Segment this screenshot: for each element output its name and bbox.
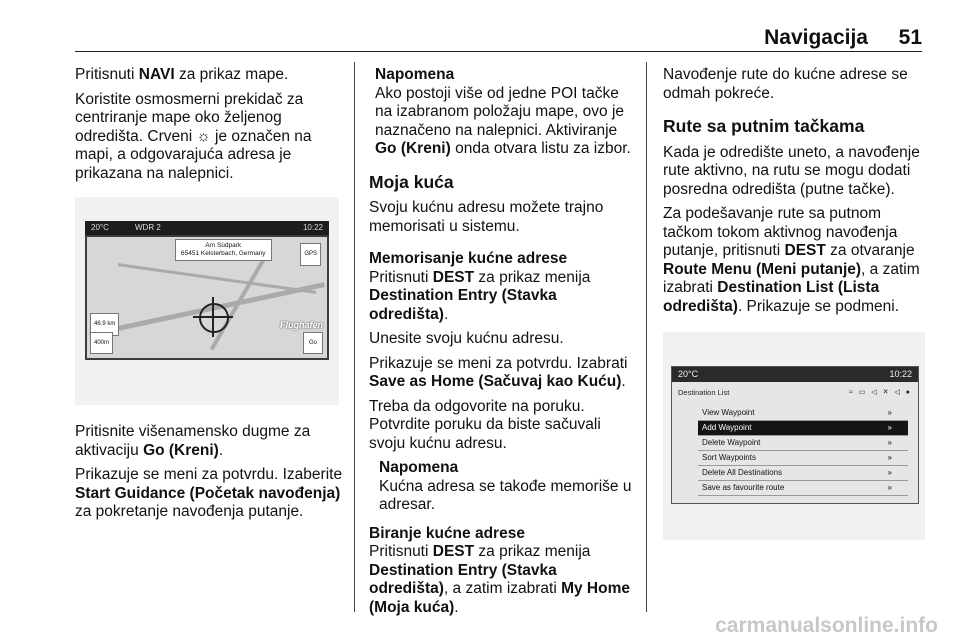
section-heading: Rute sa putnim tačkama <box>663 116 865 136</box>
target-icon: ☼ <box>196 127 211 145</box>
radio-station: WDR 2 <box>135 223 161 232</box>
chevron-right-icon: » <box>887 422 892 432</box>
subsection-heading: Memorisanje kućne adrese <box>369 250 568 267</box>
crosshair-icon <box>199 303 229 333</box>
paragraph: Prikazuje se meni za potvrdu. Izabrati Save as Home (Sačuvaj kao Kuću). <box>369 354 628 390</box>
map-road <box>210 253 268 350</box>
page-title: Navigacija <box>764 26 868 49</box>
paragraph: Pritisnuti DEST za prikaz menija Destination Entry (Stavka odredišta). <box>369 268 591 323</box>
paragraph: Prikazuje se meni za potvrdu. Izaberite Start Guidance (Početak navođenja) za pokretanje navođenja putanje. <box>75 466 343 520</box>
section-heading: Moja kuća <box>369 171 454 192</box>
status-bar <box>672 367 918 382</box>
paragraph: Kada je odredište uneto, a navođenje rute aktivno, na rutu se mogu dodati posredna odredišta (putne tačke). <box>663 143 920 198</box>
column-3 <box>663 66 929 540</box>
speed-readout: 46.9 km <box>90 313 119 336</box>
note: Napomena Kućna adresa se takođe memoriše u adresar. <box>379 459 632 513</box>
watermark: carmanualsonline.info <box>715 614 938 637</box>
status-bar <box>85 221 329 235</box>
menu-item-view-waypoint[interactable]: View Waypoint » <box>698 406 908 421</box>
menu-item-save-favourite-route[interactable]: Save as favourite route » <box>698 481 908 496</box>
chevron-right-icon: » <box>887 407 892 417</box>
clock: 10:22 <box>889 369 912 379</box>
subsection-heading: Biranje kućne adrese <box>369 524 525 542</box>
header-rule <box>75 51 922 52</box>
screen-title: Destination List ≈ ▭ ◁ ✕ ◁ ● <box>672 382 918 405</box>
status-icons: ≈ ▭ ◁ ✕ ◁ ● <box>848 389 912 396</box>
chevron-right-icon: » <box>887 452 892 462</box>
navigation-map-figure <box>75 197 339 405</box>
chevron-right-icon: » <box>887 437 892 447</box>
page-header <box>0 0 960 52</box>
menu-item-delete-waypoint[interactable]: Delete Waypoint » <box>698 436 908 451</box>
column-divider-1 <box>354 62 355 612</box>
paragraph: Koristite osmosmerni prekidač za centriranje mape oko željenog odredišta. Crveni ☼ je označen na mapi, a odgovarajuća adresa je prikazana na nalepnici. <box>75 90 312 182</box>
paragraph: Pritisnuti DEST za prikaz menija Destination Entry (Stavka odredišta), a zatim izabrati My Home (Moja kuća). <box>369 543 630 616</box>
map-view <box>87 237 327 358</box>
chevron-right-icon: » <box>887 482 892 492</box>
paragraph: Za podešavanje rute sa putnom tačkom tokom aktivnog navođenja putanje, pritisnuti DEST za otvaranje Route Menu (Meni putanje), a zatim izabrati Destination List (Lista odredišta). Prikazuje se podmeni. <box>663 205 920 315</box>
menu-item-add-waypoint[interactable]: Add Waypoint » <box>698 421 908 436</box>
temperature: 20°C <box>91 223 109 232</box>
column-divider-2 <box>646 62 647 612</box>
gps-indicator: GPS <box>300 243 321 266</box>
paragraph: Navođenje rute do kućne adrese se odmah pokreće. <box>663 66 908 102</box>
clock: 10:22 <box>302 223 323 232</box>
paragraph: Svoju kućnu adresu možete trajno memorisati u sistemu. <box>369 199 604 235</box>
note: Napomena Ako postoji više od jedne POI tačke na izabranom položaju mape, ovo je naznačeno na nalepnici. Aktiviranje Go (Kreni) onda otvara listu za izbor. <box>375 66 631 157</box>
column-1 <box>75 66 345 528</box>
menu-item-delete-all-destinations[interactable]: Delete All Destinations » <box>698 466 908 481</box>
column-2 <box>369 66 635 623</box>
paragraph: Treba da odgovorite na poruku. Potvrdite poruku da biste sačuvali svoju kućnu adresu. <box>369 397 601 452</box>
map-road <box>118 263 316 294</box>
map-place-label: Flughafen <box>280 319 323 330</box>
distance-readout: 400m <box>90 332 113 355</box>
paragraph: Unesite svoju kućnu adresu. <box>369 330 564 347</box>
paragraph: Pritisnite višenamensko dugme za aktivaciju Go (Kreni). <box>75 423 311 459</box>
paragraph: Pritisnuti NAVI za prikaz mape. <box>75 66 289 83</box>
destination-list-figure <box>663 332 925 540</box>
chevron-right-icon: » <box>887 467 892 477</box>
waypoint-menu <box>698 406 908 496</box>
go-button[interactable]: Go <box>303 332 323 355</box>
temperature: 20°C <box>678 369 699 379</box>
page-number: 51 <box>898 26 922 49</box>
menu-item-sort-waypoints[interactable]: Sort Waypoints » <box>698 451 908 466</box>
address-label: Am Südpark 65451 Kelsterbach, Germany <box>175 239 272 261</box>
nav-screen <box>85 221 329 360</box>
destination-list-screen <box>671 366 919 504</box>
